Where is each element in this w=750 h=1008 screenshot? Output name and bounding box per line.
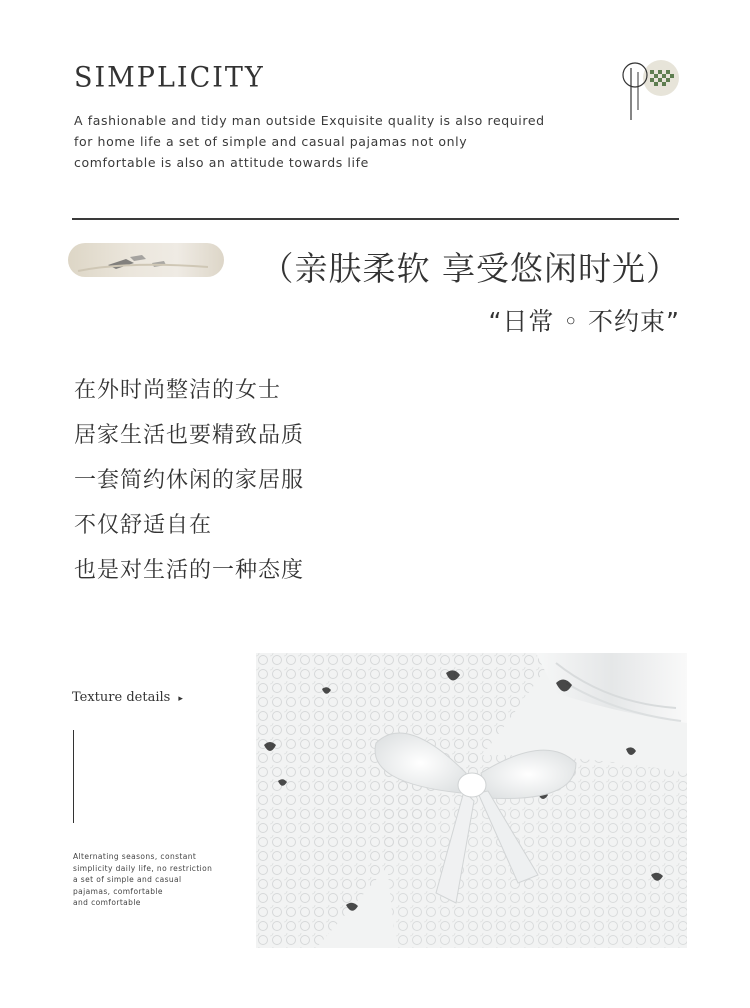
arrow-right-icon: ▸: [178, 694, 183, 704]
poem-text: [74, 368, 304, 593]
page-title: SIMPLICITY: [74, 61, 265, 94]
brand-logo-icon: [614, 58, 684, 122]
decorative-pill-image: [68, 243, 224, 277]
intro-line: comfortable is also an attitude towards life: [74, 155, 369, 170]
poem-line: 在外时尚整洁的女士: [74, 378, 282, 403]
poem-line: 也是对生活的一种态度: [74, 558, 305, 583]
banner-subhead: “日常 ◦ 不约束”: [488, 307, 680, 336]
section-divider: [72, 218, 679, 220]
description-line: simplicity daily life, no restriction: [73, 863, 213, 873]
description-line: pajamas, comfortable: [73, 886, 163, 896]
description-line: a set of simple and casual: [73, 875, 182, 884]
fabric-detail-photo: [256, 653, 687, 948]
texture-label-text: Texture details: [72, 690, 171, 705]
vertical-rule: [73, 730, 74, 823]
intro-text: [74, 110, 594, 173]
intro-line: for home life a set of simple and casual pajamas not only: [74, 134, 468, 149]
description-line: and comfortable: [73, 898, 141, 907]
poem-line: 一套简约休闲的家居服: [74, 468, 305, 493]
texture-details-label: [72, 690, 183, 705]
banner-headline: （亲肤柔软 享受悠闲时光）: [260, 249, 680, 288]
description-line: Alternating seasons, constant: [73, 852, 197, 861]
poem-line: 居家生活也要精致品质: [74, 423, 305, 448]
poem-line: 不仅舒适自在: [74, 513, 213, 538]
intro-line: A fashionable and tidy man outside Exquisite quality is also required: [74, 113, 545, 128]
texture-description: [73, 851, 212, 909]
